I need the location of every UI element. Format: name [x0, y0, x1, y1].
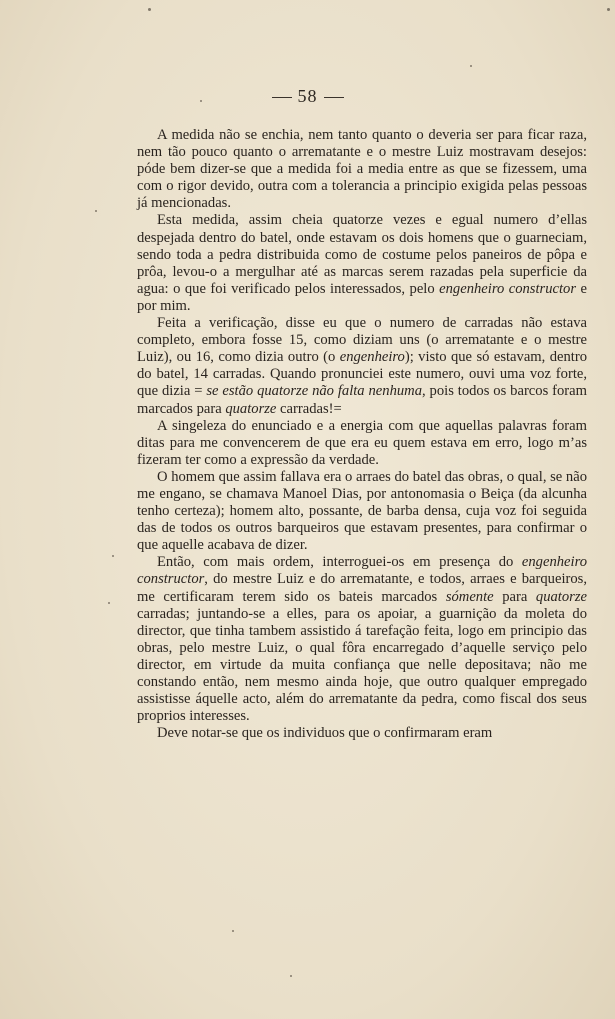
- paragraph: [137, 315, 587, 418]
- italic-text: quatorze: [225, 400, 277, 417]
- paper-speck: [607, 8, 610, 11]
- text-run: Então, com mais ordem, interroguei-os em presença do: [157, 554, 522, 571]
- body-text: [137, 127, 587, 742]
- text-run: Esta medida, assim cheia quatorze vezes e egual numero d’ellas despejada dentro do batel, onde estavam os dois homens que o guarneciam, sendo toda a pedra distribuida como de costume pelos paneiros de pôpa e prôa, levou-o a mergulhar até as marcas serem razadas pela superficie da agua: o que foi verificado pelos interessados, pelo: [137, 212, 587, 297]
- paragraph: [137, 554, 587, 725]
- paper-speck: [112, 555, 114, 557]
- text-run: para: [493, 588, 536, 605]
- text-run: , do mestre Luiz e do arrematante, e todos, arraes e barqueiros, me certificaram terem sido os bateis marcados: [137, 571, 587, 605]
- paper-speck: [290, 975, 292, 977]
- italic-text: se estão quatorze não falta nenhuma: [206, 383, 423, 400]
- text-run: carradas; juntando-se a elles, para os apoiar, a guarnição da moleta do director, que tinha tambem assistido á tarefação feita, logo em principio das obras, pelo mestre Luiz, o qual fôra encarregado d’aquelle serviço pelo director, em virtude da muita confiança que nelle depositava; não me constando então, nem mesmo ainda hoje, que outro qualquer empregado assistisse áquelle acto, além do arrematante da pedra, como fiscal dos seus proprios interesses.: [137, 605, 587, 725]
- paragraph: [137, 469, 587, 554]
- paper-speck: [148, 8, 151, 11]
- text-run: O homem que assim fallava era o arraes do batel das obras, o qual, se não me engano, se chamava Manoel Dias, por antonomasia o Beiça (da alcunha tenho certeza); homem alto, possante, de barba densa, cuja voz foi seguida das de todos os outros barqueiros que estavam presentes, para confirmar o que aquelle acabava de dizer.: [137, 468, 587, 554]
- paper-speck: [108, 602, 110, 604]
- text-run: carradas!=: [276, 400, 342, 417]
- text-run: A singeleza do enunciado e a energia com que aquellas palavras foram ditas para me convencerem de que era eu quem estava em erro, logo m’as fizeram ter como a expressão da verdade.: [137, 417, 587, 468]
- paper-speck: [95, 210, 97, 212]
- text-run: , pois todos os barcos foram marcados para: [137, 383, 587, 417]
- dash-right: [324, 97, 344, 98]
- page-number-header: [0, 86, 615, 107]
- paragraph: [137, 725, 587, 742]
- paragraph: [137, 212, 587, 315]
- italic-text: engenheiro constructor: [137, 554, 587, 588]
- text-run: e por mim.: [137, 280, 587, 314]
- text-run: A medida não se enchia, nem tanto quanto o deveria ser para ficar raza, nem tão pouco quanto o arrematante e o mestre Luiz mostravam desejos: póde bem dizer-se que a medida foi a media entre as que se fizessem, uma com o rigor devido, outra com a tolerancia a principio exigida pelas pessoas já mencionadas.: [137, 127, 587, 212]
- paper-speck: [470, 65, 472, 67]
- paragraph: [137, 127, 587, 212]
- text-run: Deve notar-se que os individuos que o confirmaram eram: [157, 725, 493, 742]
- page-number: 58: [297, 86, 318, 106]
- italic-text: sómente: [445, 588, 494, 605]
- italic-text: engenheiro: [339, 349, 405, 366]
- text-run: ); visto que só estavam, dentro do batel, 14 carradas. Quando pronunciei este numero, ouvi uma voz forte, que dizia =: [137, 349, 587, 400]
- italic-text: quatorze: [535, 588, 587, 605]
- dash-left: [272, 97, 292, 98]
- text-run: Feita a verificação, disse eu que o numero de carradas não estava completo, embora fosse 15, como diziam uns (o arrematante e o mestre Luiz), ou 16, como dizia outro (o: [137, 315, 587, 366]
- italic-text: engenheiro constructor: [439, 280, 577, 297]
- paper-speck: [232, 930, 234, 932]
- paper-speck: [200, 100, 202, 102]
- paragraph: [137, 418, 587, 469]
